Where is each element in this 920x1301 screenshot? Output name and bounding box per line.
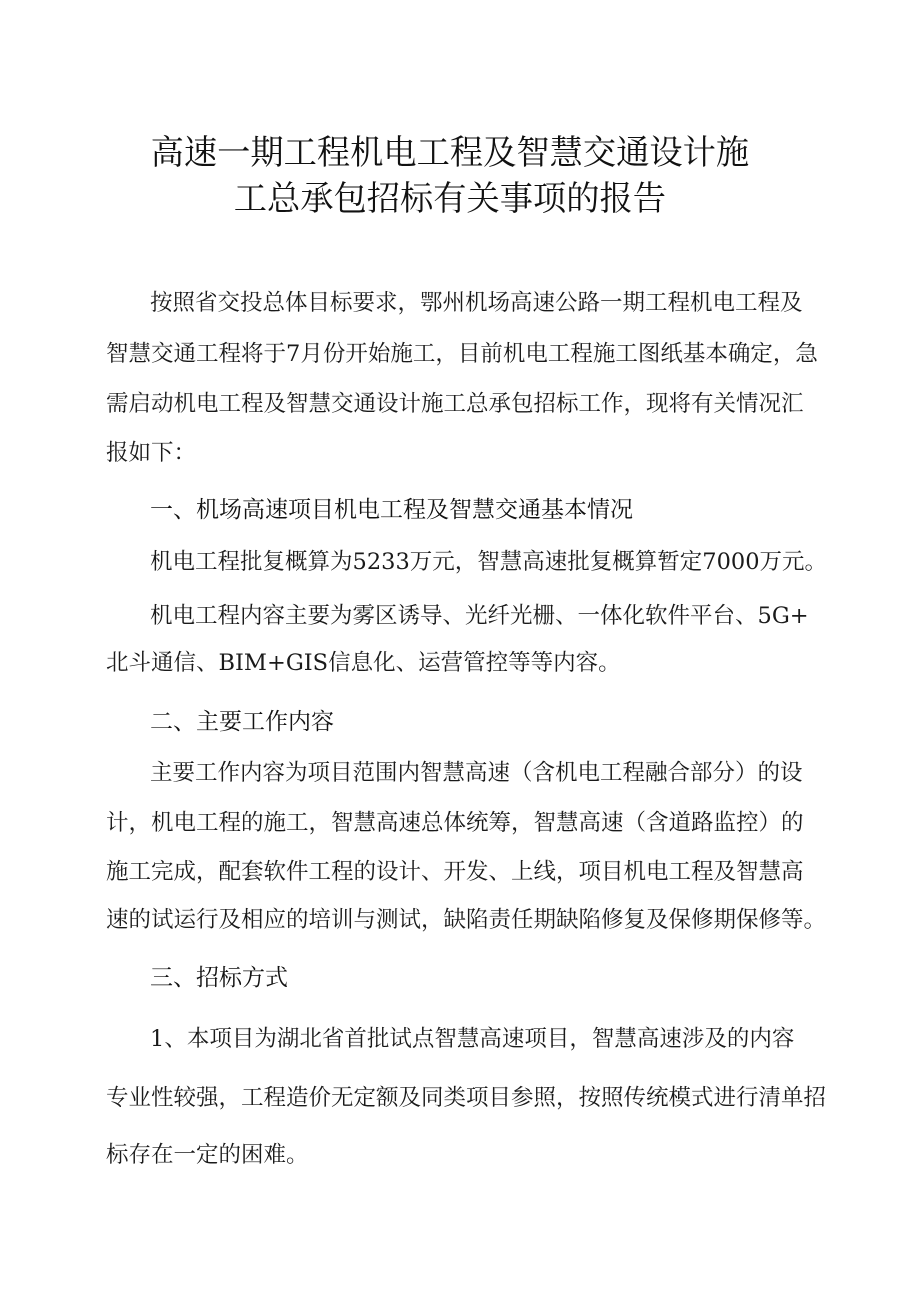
document-title-line-2: 工总承包招标有关事项的报告 xyxy=(233,179,667,219)
section-2-para-line-1: 主要工作内容为项目范围内智慧高速（含机电工程融合部分）的设 xyxy=(150,760,803,786)
intro-line-1: 按照省交投总体目标要求，鄂州机场高速公路一期工程机电工程及 xyxy=(150,290,803,316)
section-3-para-line-3: 标存在一定的困难。 xyxy=(106,1142,309,1168)
section-3-para-line-2: 专业性较强，工程造价无定额及同类项目参照，按照传统模式进行清单招 xyxy=(106,1085,827,1111)
section-2-heading: 二、主要工作内容 xyxy=(150,709,334,735)
section-1-para-2-line-1: 机电工程内容主要为雾区诱导、光纤光栅、一体化软件平台、5G+ xyxy=(150,603,809,629)
section-1-para-2-line-2: 北斗通信、BIM+GIS信息化、运营管控等等内容。 xyxy=(106,650,621,676)
section-2-para-line-2: 计，机电工程的施工，智慧高速总体统筹，智慧高速（含道路监控）的 xyxy=(106,810,804,836)
section-2-para-line-4: 速的试运行及相应的培训与测试，缺陷责任期缺陷修复及保修期保修等。 xyxy=(106,907,827,933)
intro-line-4: 报如下： xyxy=(106,440,197,466)
section-3-heading: 三、招标方式 xyxy=(150,965,288,991)
section-1-heading: 一、机场高速项目机电工程及智慧交通基本情况 xyxy=(150,497,633,523)
section-2-para-line-3: 施工完成，配套软件工程的设计、开发、上线，项目机电工程及智慧高 xyxy=(106,859,804,885)
document-title-line-1: 高速一期工程机电工程及智慧交通设计施 xyxy=(150,133,750,173)
section-3-para-line-1: 1、本项目为湖北省首批试点智慧高速项目，智慧高速涉及的内容 xyxy=(150,1026,795,1052)
intro-line-2: 智慧交通工程将于7月份开始施工，目前机电工程施工图纸基本确定，急 xyxy=(106,341,818,367)
intro-line-3: 需启动机电工程及智慧交通设计施工总承包招标工作，现将有关情况汇 xyxy=(106,391,804,417)
section-1-para-1-line-1: 机电工程批复概算为5233万元，智慧高速批复概算暂定7000万元。 xyxy=(150,549,828,575)
